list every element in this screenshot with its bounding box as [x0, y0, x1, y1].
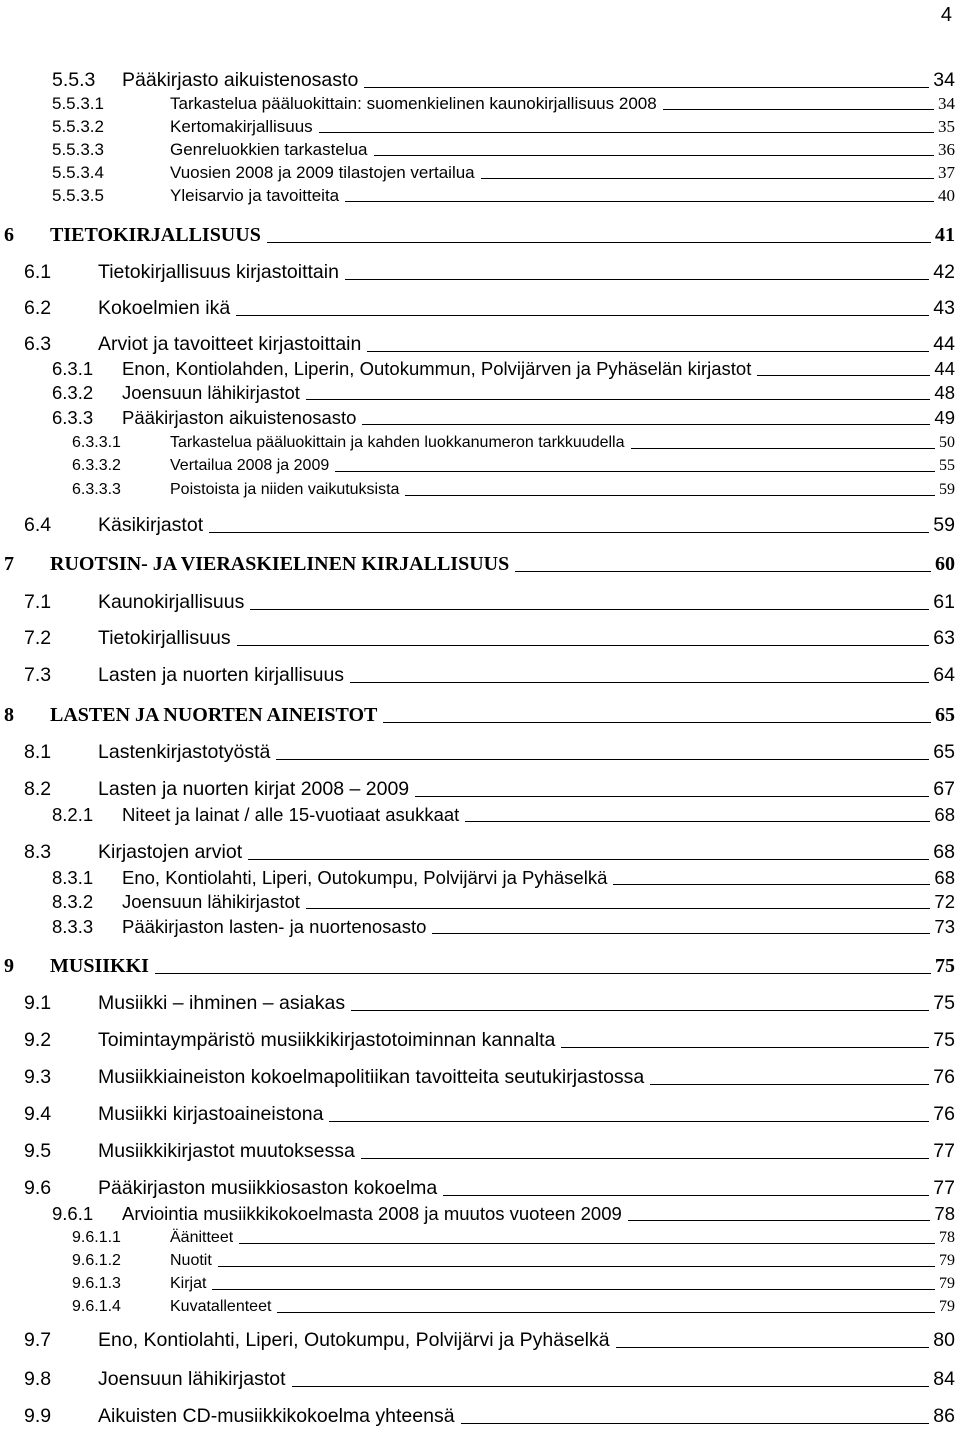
toc-entry[interactable]: [0, 474, 960, 498]
toc-leader-line: [631, 448, 935, 449]
toc-entry-title: Niteet ja lainat / alle 15-vuotiaat asukkaat: [122, 803, 460, 825]
toc-leader-line: [613, 884, 930, 885]
toc-entry[interactable]: [0, 989, 960, 1013]
toc-entry-title: Joensuun lähikirjastot: [98, 1367, 286, 1390]
toc-entry-number: 5.5.3.4: [52, 163, 104, 182]
toc-entry-title: MUSIIKKI: [50, 955, 149, 977]
toc-entry-title: Kokoelmien ikä: [98, 296, 231, 319]
toc-entry-number: 5.5.3.5: [52, 186, 104, 205]
toc-leader-line: [628, 1220, 931, 1221]
toc-entry-title: Vuosien 2008 ja 2009 tilastojen vertailua: [170, 163, 475, 182]
toc-entry-page: 79: [939, 1298, 955, 1315]
toc-leader-line: [362, 424, 930, 425]
toc-entry-number: 6: [4, 224, 14, 246]
toc-entry-page: 79: [939, 1252, 955, 1269]
toc-entry-title: Vertailua 2008 ja 2009: [170, 457, 330, 474]
toc-entry-number: 6.1: [24, 260, 52, 283]
toc-leader-line: [248, 859, 929, 860]
toc-entry-number: 5.5.3.2: [52, 117, 104, 136]
toc-entry-number: 7: [4, 553, 14, 575]
toc-entry-title: Lasten ja nuorten kirjat 2008 – 2009: [98, 777, 410, 800]
toc-entry-number: 5.5.3: [52, 68, 96, 91]
toc-entry-title: Poistoista ja niiden vaikutuksista: [170, 481, 400, 498]
toc-leader-line: [515, 571, 931, 572]
toc-entry-title: Kirjastojen arviot: [98, 840, 243, 863]
toc-leader-line: [155, 973, 931, 974]
toc-entry[interactable]: [0, 88, 960, 112]
toc-entry-number: 6.3.1: [52, 357, 94, 379]
toc-entry[interactable]: [0, 1063, 960, 1087]
toc-entry-page: 68: [934, 866, 955, 888]
toc-leader-line: [461, 1423, 930, 1424]
toc-entry-page: 77: [933, 1176, 955, 1199]
toc-leader-line: [465, 821, 930, 822]
toc-entry[interactable]: [0, 1199, 960, 1223]
toc-leader-line: [367, 351, 929, 352]
toc-entry-page: 60: [935, 553, 955, 575]
toc-entry[interactable]: [0, 588, 960, 612]
toc-leader-line: [277, 1312, 935, 1313]
toc-entry[interactable]: [0, 550, 960, 574]
toc-leader-line: [329, 1121, 929, 1122]
toc-leader-line: [443, 1195, 929, 1196]
toc-leader-line: [650, 1084, 929, 1085]
toc-entry-title: Yleisarvio ja tavoitteita: [170, 186, 340, 205]
toc-entry-number: 5.5.3.1: [52, 94, 104, 113]
toc-entry-title: Toimintaympäristö musiikkikirjastotoiminnan kannalta: [98, 1028, 556, 1051]
toc-entry-number: 8.2: [24, 777, 52, 800]
toc-entry-page: 48: [934, 381, 955, 403]
toc-entry-page: 73: [934, 915, 955, 937]
toc-leader-line: [209, 532, 929, 533]
toc-entry-page: 79: [939, 1275, 955, 1292]
toc-leader-line: [212, 1289, 935, 1290]
toc-entry[interactable]: [0, 403, 960, 427]
toc-leader-line: [276, 759, 929, 760]
toc-leader-line: [250, 609, 929, 610]
toc-entry-page: 78: [934, 1202, 955, 1224]
toc-entry-number: 8.3: [24, 840, 52, 863]
toc-entry[interactable]: [0, 354, 960, 378]
toc-entry-page: 41: [935, 224, 955, 246]
toc-entry-page: 72: [934, 890, 955, 912]
toc-entry[interactable]: [0, 1137, 960, 1161]
toc-entry-number: 9.7: [24, 1328, 52, 1351]
toc-entry[interactable]: [0, 1222, 960, 1246]
toc-entry-page: 84: [933, 1367, 955, 1390]
toc-entry[interactable]: [0, 624, 960, 648]
toc-entry-number: 5.5.3.3: [52, 140, 104, 159]
toc-entry-title: Musiikki – ihminen – asiakas: [98, 991, 346, 1014]
toc-entry[interactable]: [0, 294, 960, 318]
toc-leader-line: [319, 132, 934, 133]
toc-entry-number: 9.1: [24, 991, 52, 1014]
toc-leader-line: [267, 242, 931, 243]
toc-entry-number: 9.6.1.3: [72, 1275, 121, 1292]
toc-leader-line: [236, 315, 929, 316]
toc-entry-number: 9: [4, 955, 14, 977]
toc-entry-page: 36: [938, 140, 955, 159]
toc-entry-page: 44: [933, 332, 955, 355]
toc-leader-line: [218, 1266, 935, 1267]
toc-leader-line: [383, 722, 931, 723]
toc-entry-title: Arviot ja tavoitteet kirjastoittain: [98, 332, 362, 355]
toc-entry-number: 6.3.2: [52, 381, 94, 403]
toc-leader-line: [306, 908, 931, 909]
toc-entry-title: Pääkirjaston musiikkiosaston kokoelma: [98, 1176, 438, 1199]
toc-entry-number: 8.3.1: [52, 866, 94, 888]
toc-leader-line: [616, 1347, 930, 1348]
toc-leader-line: [405, 495, 935, 496]
toc-entry-number: 6.4: [24, 513, 52, 536]
toc-entry-number: 8.2.1: [52, 803, 94, 825]
toc-entry-title: Pääkirjasto aikuistenosasto: [122, 68, 359, 91]
toc-entry-number: 8.3.3: [52, 915, 94, 937]
toc-leader-line: [345, 279, 929, 280]
toc-entry-title: Tietokirjallisuus: [98, 626, 231, 649]
toc-entry-title: Eno, Kontiolahti, Liperi, Outokumpu, Polvijärvi ja Pyhäselkä: [98, 1328, 610, 1351]
toc-entry-page: 68: [933, 840, 955, 863]
toc-entry-page: 61: [933, 590, 955, 613]
toc-entry-page: 59: [933, 513, 955, 536]
toc-entry-page: 34: [933, 68, 955, 91]
toc-entry-page: 76: [933, 1102, 955, 1125]
toc-entry[interactable]: [0, 800, 960, 824]
toc-leader-line: [481, 178, 934, 179]
toc-entry[interactable]: [0, 221, 960, 245]
toc-leader-line: [757, 375, 930, 376]
toc-entry[interactable]: [0, 427, 960, 451]
toc-entry-number: 8: [4, 704, 14, 726]
toc-entry-page: 43: [933, 296, 955, 319]
toc-entry-title: Arviointia musiikkikokoelmasta 2008 ja muutos vuoteen 2009: [122, 1202, 622, 1224]
toc-entry-page: 64: [933, 663, 955, 686]
toc-leader-line: [306, 399, 931, 400]
toc-entry-title: Tarkastelua pääluokittain: suomenkielinen kaunokirjallisuus 2008: [170, 94, 657, 113]
toc-entry-title: Enon, Kontiolahden, Liperin, Outokummun, Polvijärven ja Pyhäselän kirjastot: [122, 357, 752, 379]
toc-entry[interactable]: [0, 912, 960, 936]
toc-entry-page: 75: [933, 991, 955, 1014]
toc-entry[interactable]: [0, 258, 960, 282]
toc-entry-number: 9.4: [24, 1102, 52, 1125]
toc-entry-title: Kirjat: [170, 1275, 207, 1292]
toc-entry-title: Aikuisten CD-musiikkikokoelma yhteensä: [98, 1404, 455, 1427]
toc-leader-line: [374, 155, 934, 156]
toc-leader-line: [663, 109, 934, 110]
toc-entry-number: 9.6.1.1: [72, 1229, 121, 1246]
toc-entry-page: 77: [933, 1139, 955, 1162]
toc-entry-number: 7.2: [24, 626, 52, 649]
toc-entry-title: Lasten ja nuorten kirjallisuus: [98, 663, 345, 686]
toc-entry-title: Nuotit: [170, 1252, 212, 1269]
toc-entry-page: 42: [933, 260, 955, 283]
toc-entry-number: 8.3.2: [52, 890, 94, 912]
toc-entry-number: 9.3: [24, 1065, 52, 1088]
toc-entry-title: Musiikkiaineiston kokoelmapolitiikan tavoitteita seutukirjastossa: [98, 1065, 645, 1088]
toc-entry-page: 75: [933, 1028, 955, 1051]
toc-entry-number: 9.5: [24, 1139, 52, 1162]
toc-entry-number: 6.3: [24, 332, 52, 355]
toc-entry-title: Musiikki kirjastoaineistona: [98, 1102, 324, 1125]
toc-entry[interactable]: [0, 511, 960, 535]
toc-entry[interactable]: [0, 1268, 960, 1292]
toc-entry-page: 35: [938, 117, 955, 136]
toc-leader-line: [361, 1158, 929, 1159]
toc-entry-number: 9.6.1: [52, 1202, 94, 1224]
toc-entry-title: LASTEN JA NUORTEN AINEISTOT: [50, 704, 378, 726]
toc-entry[interactable]: [0, 838, 960, 862]
toc-entry-number: 6.3.3.3: [72, 481, 121, 498]
toc-entry-number: 7.1: [24, 590, 52, 613]
toc-entry-number: 8.1: [24, 740, 52, 763]
toc-entry[interactable]: [0, 111, 960, 135]
toc-entry[interactable]: [0, 1326, 960, 1350]
toc-entry-page: 78: [939, 1229, 955, 1246]
toc-entry[interactable]: [0, 66, 960, 90]
toc-entry-page: 50: [939, 434, 955, 451]
toc-entry-page: 80: [933, 1328, 955, 1351]
toc-entry-number: 9.6.1.2: [72, 1252, 121, 1269]
toc-entry-page: 37: [938, 163, 955, 182]
toc-entry-page: 68: [934, 803, 955, 825]
toc-entry[interactable]: [0, 661, 960, 685]
toc-entry-title: Kaunokirjallisuus: [98, 590, 245, 613]
toc-entry-page: 59: [939, 481, 955, 498]
toc-entry-page: 67: [933, 777, 955, 800]
toc-entry[interactable]: [0, 180, 960, 204]
toc-entry-page: 44: [934, 357, 955, 379]
toc-entry-title: Pääkirjaston lasten- ja nuortenosasto: [122, 915, 427, 937]
toc-entry-number: 9.6.1.4: [72, 1298, 121, 1315]
toc-entry-page: 76: [933, 1065, 955, 1088]
toc-entry-title: Kertomakirjallisuus: [170, 117, 313, 136]
toc-entry-number: 6.3.3.1: [72, 434, 121, 451]
toc-entry-title: Joensuun lähikirjastot: [122, 890, 300, 912]
toc-entry-title: Eno, Kontiolahti, Liperi, Outokumpu, Polvijärvi ja Pyhäselkä: [122, 866, 608, 888]
toc-entry-title: Pääkirjaston aikuistenosasto: [122, 406, 357, 428]
toc-entry-title: TIETOKIRJALLISUUS: [50, 224, 261, 246]
toc-entry-number: 6.3.3: [52, 406, 94, 428]
toc-entry-number: 6.2: [24, 296, 52, 319]
toc-entry-title: Tietokirjallisuus kirjastoittain: [98, 260, 339, 283]
toc-entry-page: 55: [939, 457, 955, 474]
toc-entry-page: 49: [934, 406, 955, 428]
toc-entry-page: 65: [935, 704, 955, 726]
toc-entry[interactable]: [0, 1365, 960, 1389]
toc-entry[interactable]: [0, 738, 960, 762]
toc-entry[interactable]: [0, 1174, 960, 1198]
toc-entry[interactable]: [0, 863, 960, 887]
toc-entry-title: Käsikirjastot: [98, 513, 204, 536]
toc-entry-page: 40: [938, 186, 955, 205]
toc-entry-title: RUOTSIN- JA VIERASKIELINEN KIRJALLISUUS: [50, 553, 510, 575]
toc-entry-number: 9.6: [24, 1176, 52, 1199]
toc-entry[interactable]: [0, 887, 960, 911]
toc-entry[interactable]: [0, 134, 960, 158]
toc-entry[interactable]: [0, 1402, 960, 1426]
toc-leader-line: [351, 1010, 929, 1011]
toc-entry-title: Tarkastelua pääluokittain ja kahden luokkanumeron tarkkuudella: [170, 434, 625, 451]
toc-entry-page: 65: [933, 740, 955, 763]
toc-leader-line: [335, 471, 935, 472]
toc-entry-page: 34: [938, 94, 955, 113]
toc-leader-line: [345, 201, 934, 202]
toc-entry[interactable]: [0, 378, 960, 402]
toc-entry[interactable]: [0, 701, 960, 725]
toc-entry-title: Kuvatallenteet: [170, 1298, 272, 1315]
toc-entry[interactable]: [0, 775, 960, 799]
toc-entry[interactable]: [0, 1026, 960, 1050]
toc-entry-number: 7.3: [24, 663, 52, 686]
toc-entry[interactable]: [0, 1291, 960, 1315]
toc-entry-title: Musiikkikirjastot muutoksessa: [98, 1139, 355, 1162]
toc-leader-line: [350, 682, 929, 683]
toc-entry[interactable]: [0, 1100, 960, 1124]
toc-leader-line: [415, 796, 929, 797]
toc-entry-page: 63: [933, 626, 955, 649]
toc-leader-line: [237, 645, 930, 646]
toc-leader-line: [292, 1386, 930, 1387]
toc-entry[interactable]: [0, 330, 960, 354]
toc-entry-number: 9.8: [24, 1367, 52, 1390]
toc-entry-number: 9.9: [24, 1404, 52, 1427]
toc-entry-title: Äänitteet: [170, 1229, 234, 1246]
page-number: 4: [940, 4, 952, 26]
toc-entry-page: 86: [933, 1404, 955, 1427]
toc-leader-line: [239, 1243, 935, 1244]
toc-entry-title: Joensuun lähikirjastot: [122, 381, 300, 403]
toc-entry-title: Genreluokkien tarkastelua: [170, 140, 368, 159]
toc-entry[interactable]: [0, 450, 960, 474]
toc-leader-line: [432, 933, 930, 934]
toc-entry-page: 75: [935, 955, 955, 977]
toc-entry-number: 9.2: [24, 1028, 52, 1051]
toc-entry-title: Lastenkirjastotyöstä: [98, 740, 271, 763]
toc-entry[interactable]: [0, 952, 960, 976]
toc-leader-line: [561, 1047, 929, 1048]
toc-entry-number: 6.3.3.2: [72, 457, 121, 474]
toc-entry[interactable]: [0, 1245, 960, 1269]
toc-entry[interactable]: [0, 157, 960, 181]
